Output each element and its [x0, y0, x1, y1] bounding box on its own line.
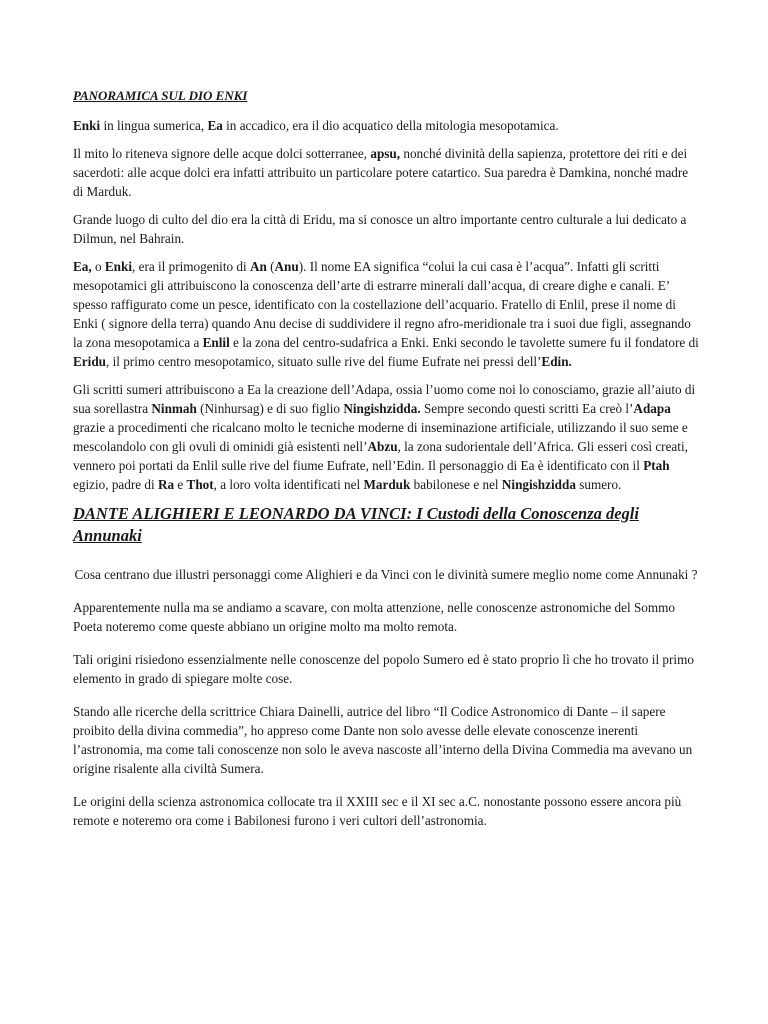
bold-term: Adapa — [633, 401, 671, 416]
paragraph-astronomy: Le origini della scienza astronomica collocate tra il XXIII sec e il XI sec a.C. nonostante possono essere ancora più remote e noteremo ora come i Babilonesi furono i veri cultori dell’astronomia. — [73, 794, 682, 828]
section-title-dante-leonardo: DANTE ALIGHIERI E LEONARDO DA VINCI: I Custodi della Conoscenza degli Annunaki — [73, 504, 639, 545]
bold-term: Anu — [274, 259, 299, 274]
bold-term: Ningishzidda — [501, 477, 576, 492]
paragraph-enki-myth — [73, 144, 699, 201]
text-run: egizio, padre di — [73, 477, 158, 492]
bold-term: Ea — [207, 118, 223, 133]
text-run: in lingua sumerica, — [100, 118, 208, 133]
bold-term: Thot — [186, 477, 214, 492]
paragraph-enki-adapa — [73, 380, 699, 494]
section-title-enki: PANORAMICA SUL DIO ENKI — [73, 88, 248, 103]
bold-term: Marduk — [363, 477, 411, 492]
text-run: , a loro volta identificati nel — [213, 477, 364, 492]
section-dante-leonardo — [73, 565, 699, 830]
text-run: e — [174, 477, 187, 492]
text-run: o — [91, 259, 105, 274]
bold-term: Enki — [73, 118, 101, 133]
bold-term: Abzu — [367, 439, 398, 454]
paragraph-apparently: Apparentemente nulla ma se andiamo a scavare, con molta attenzione, nelle conoscenze astronomiche del Sommo Poeta noteremo come queste abbiano un origine molto ma molto remota. — [73, 600, 676, 634]
paragraph-origins: Tali origini risiedono essenzialmente nelle conoscenze del popolo Sumero ed è stato proprio lì che ho trovato il primo elemento in grado di spiegare molte cose. — [73, 652, 694, 686]
document-page — [73, 86, 699, 844]
paragraph-question: Cosa centrano due illustri personaggi come Alighieri e da Vinci con le divinità sumere meglio nome come Annunaki ? — [74, 567, 698, 582]
text-run: Sempre secondo questi scritti Ea creò l’ — [420, 401, 634, 416]
bold-term: Enlil — [202, 335, 230, 350]
text-run: , il primo centro mesopotamico, situato sulle rive del fiume Eufrate nei pressi dell’ — [105, 354, 542, 369]
paragraph-dainelli: Stando alle ricerche della scrittrice Chiara Dainelli, autrice del libro “Il Codice Astronomico di Dante – il sapere proibito della divina commedia”, ho appreso come Dante non solo avesse delle elevate conoscenze inerenti l’astronomia, ma come tali conoscenze non solo le aveva nascoste all’interno della Divina Commedia ma avevano un origine risalente alla civiltà Sumera. — [73, 704, 693, 776]
text-run: (Ninhursag) e di suo figlio — [196, 401, 344, 416]
bold-term: Ningishzidda. — [343, 401, 421, 416]
paragraph-enki-cult: Grande luogo di culto del dio era la città di Eridu, ma si conosce un altro importante centro culturale a lui dedicato a Dilmun, nel Bahrain. — [73, 212, 687, 246]
text-run: sumero. — [575, 477, 622, 492]
text-run: , la zona sudorientale dell’Africa. Gli esseri così creati, vennero poi portati da Enlil sulle rive del fiume Eufrate, nell’Edin. Il personaggio di Ea è identificato con il — [73, 439, 688, 473]
text-run: Il mito lo riteneva signore delle acque dolci sotterranee, — [73, 146, 371, 161]
text-run: in accadico, era il dio acquatico della mitologia mesopotamica. — [222, 118, 559, 133]
bold-term: An — [249, 259, 267, 274]
text-run: ). Il nome EA significa “colui la cui casa è l’acqua”. Infatti gli scritti mesopotamici gli attribuiscono la conoscenza dell’arte di estrarre minerali dall’acqua, di creare dighe e canali. E’ spesso raffigurato come un pesce, identificato con la costellazione dell’acquario. Fratello di Enlil, prese il nome di Enki ( signore della terra) quando Anu decise di suddividere il regno afro-meridionale tra i suoi due figli, assegnando la zona mesopotamica a — [73, 259, 691, 350]
bold-term: Enki — [104, 259, 133, 274]
bold-term: Edin. — [541, 354, 572, 369]
paragraph-enki-intro — [73, 116, 699, 135]
text-run: Gli scritti sumeri attribuiscono a Ea la creazione dell’Adapa, ossia l’uomo come noi lo conosciamo, grazie all’aiuto di sua sorellastra — [73, 382, 696, 416]
text-run: e la zona del centro-sudafrica a Enki. Enki secondo le tavolette sumere fu il fondatore di — [229, 335, 699, 350]
text-run: ( — [266, 259, 275, 274]
bold-term: Eridu — [73, 354, 106, 369]
paragraph-enki-origin — [73, 257, 699, 371]
text-run: nonché divinità della sapienza, protettore dei riti e dei sacerdoti: alle acque dolci era infatti attribuito un particolare potere catartico. Sua paredra è Damkina, nonché madre di Marduk. — [73, 146, 689, 199]
text-run: grazie a procedimenti che ricalcano molto le tecniche moderne di inseminazione artificiale, utilizzando il suo seme e mescolandolo con gli ovuli di ominidi già esistenti nell’ — [73, 420, 688, 454]
text-run: babilonese e nel — [410, 477, 502, 492]
bold-term: Ptah — [643, 458, 670, 473]
bold-term: Ninmah — [151, 401, 197, 416]
text-run: , era il primogenito di — [132, 259, 250, 274]
bold-term: apsu, — [370, 146, 401, 161]
bold-term: Ea, — [73, 259, 92, 274]
bold-term: Ra — [157, 477, 175, 492]
